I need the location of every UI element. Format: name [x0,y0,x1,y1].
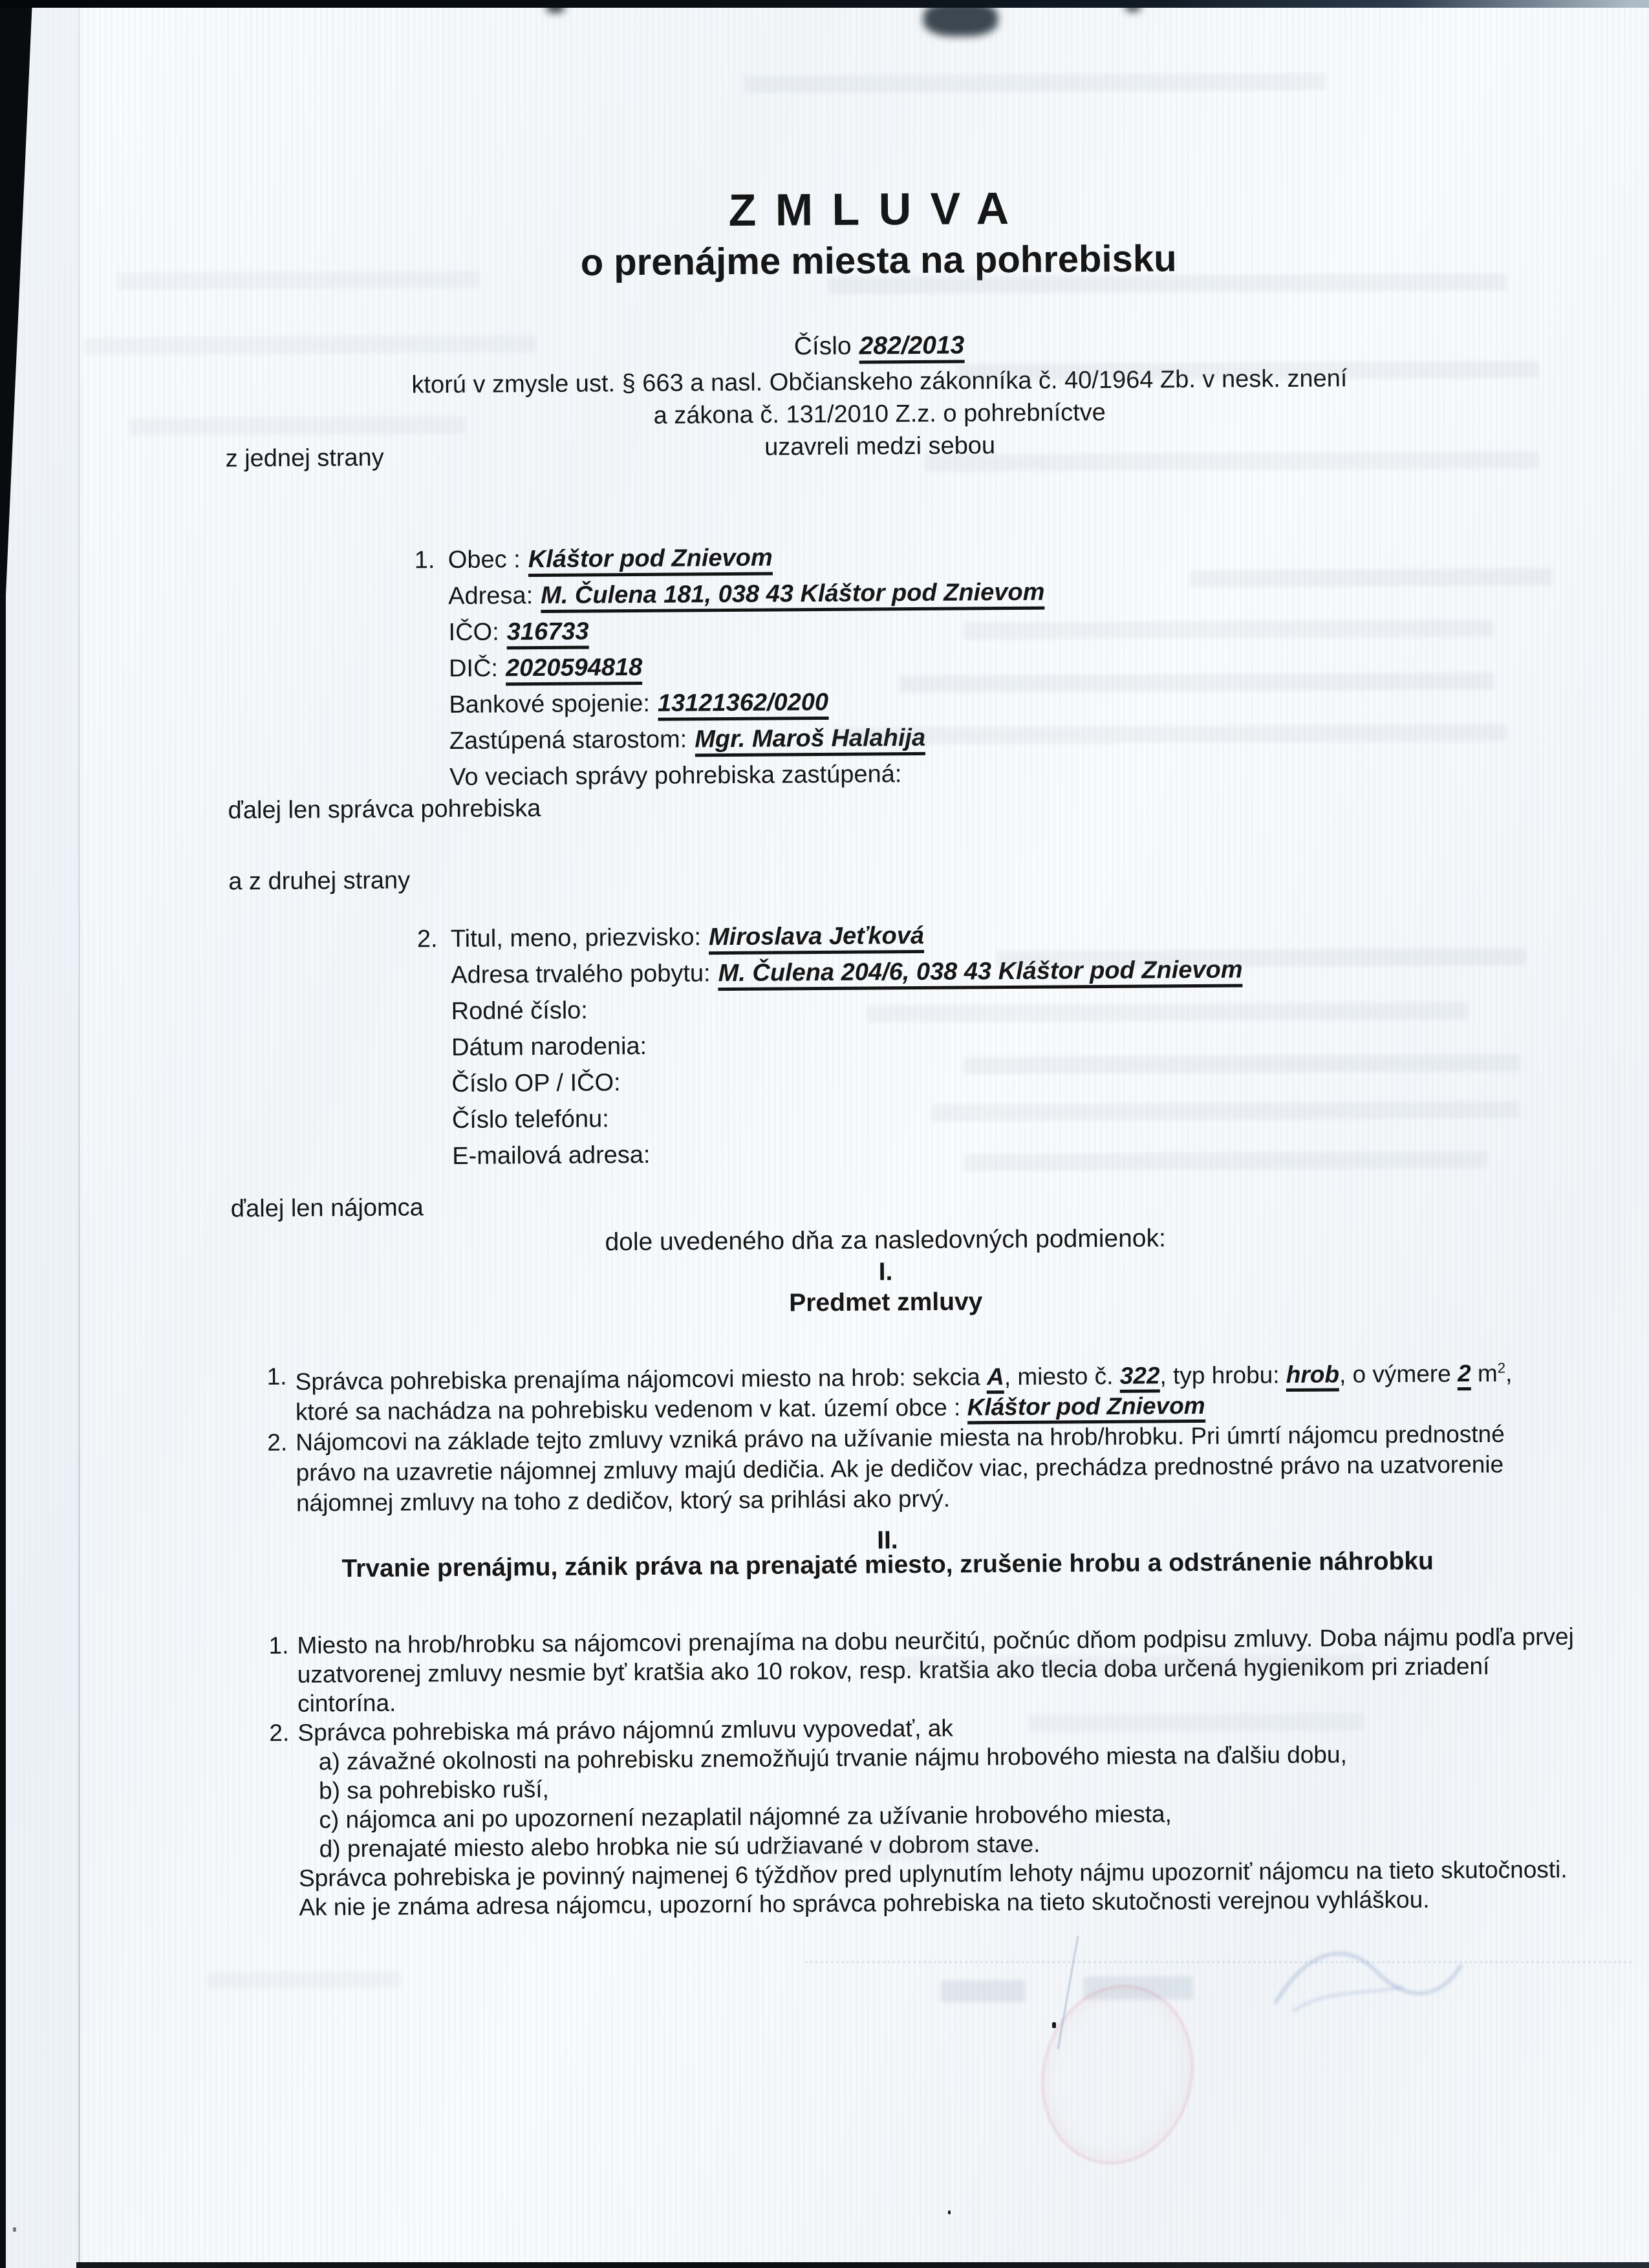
field-value: 2020594818 [506,654,643,686]
bleed-through-text-band [925,451,1539,472]
item-number: 2. [269,1719,290,1747]
bleed-through-text-band [834,724,1507,744]
bleed-through-text-band [84,335,537,355]
item-text: Správca pohrebiska má právo nájomnú zmluvu vypovedať, ak [297,1714,953,1746]
preamble-line: a zákona č. 131/2010 Z.z. o pohrebníctve [653,398,1106,429]
bleed-through-text-band [899,1654,1364,1674]
side1-note: z jednej strany [225,444,384,473]
field-value: 316733 [507,618,589,650]
party1-head [414,538,1045,578]
bleed-through-text-band [941,1980,1025,2003]
party1-name-value: Kláštor pod Znievom [528,545,773,578]
field-value: 13121362/0200 [658,689,829,721]
scanner-edge-top [0,0,1649,8]
ink-speck [948,2210,951,2214]
item-text: Správca pohrebiska prenajíma nájomcovi miesto na hrob: sekcia [295,1363,987,1396]
section2-item2 [269,1709,1577,1922]
item-text: , miesto č. [1004,1363,1120,1390]
grave-section-value: A [987,1363,1004,1394]
section1-body [266,1352,1558,1518]
field-label: Adresa: [448,582,534,610]
section1-heading: Predmet zmluvy [789,1288,983,1317]
grave-type-value: hrob [1286,1361,1340,1392]
termination-condition-d: d) prenajaté miesto alebo hrobka nie sú udržiavané v dobrom stave. [319,1830,1040,1863]
bleed-through-text-band [957,361,1539,382]
section1-numeral: I. [878,1258,893,1286]
section2-heading: Trvanie prenájmu, zánik práva na prenajaté miesto, zrušenie hrobu a odstránenie náhrobku [341,1547,1434,1583]
party2-name-label: Titul, meno, priezvisko: [450,923,702,953]
section2-item2-closing: Správca pohrebiska je povinný najmenej 6 týždňov pred uplynutím lehoty nájmu upozorniť nájomcu na tieto skutočnosti. Ak nie je známa adresa nájomcu, upozorní ho správca pohrebiska na tieto skutočnosti verejnou vyhláškou. [298,1856,1568,1921]
party1-alias: ďalej len správca pohrebiska [228,795,541,825]
handwriting-bleed [1267,1927,1487,2024]
preamble-line: ktorú v zmysle ust. § 663 a nasl. Občianskeho zákonníka č. 40/1964 Zb. v nesk. znení [411,365,1348,399]
section1-item1 [266,1352,1557,1427]
bleed-through-text-band [964,1054,1520,1075]
bleed-through-text-band [964,620,1494,640]
item-text: , typ hrobu: [1159,1361,1286,1389]
field-label: Adresa trvalého pobytu: [451,960,711,989]
bleed-through-text-band [899,673,1494,693]
party1-field-row [449,755,1046,795]
party1-field-row [448,610,1045,651]
signature-dotted-line-bleed [805,1961,1633,1963]
contract-number-label: Číslo [793,332,852,361]
preamble-close: dole uvedeného dňa za nasledovných podmienok: [605,1224,1166,1257]
termination-condition-c: c) nájomca ani po upozornení nezaplatil nájomné za užívanie hrobového miesta, [319,1800,1172,1833]
bleed-through-text-band [763,1842,1035,1861]
item-text: , o výmere [1339,1360,1458,1388]
cadastral-municipality-value: Kláštor pod Znievom [967,1392,1205,1425]
bleed-through-text-band [996,948,1526,968]
document-subtitle: o prenájme miesta na pohrebisku [580,237,1177,284]
bleed-through-text-band [867,1002,1468,1023]
item-number: 1. [266,1363,287,1390]
party2-number: 2. [416,925,438,953]
preamble-line: uzavreli medzi sebou [764,432,996,461]
field-label: DIČ: [448,654,499,683]
bleed-through-text-band [207,1971,401,1989]
field-label: Vo veciach správy pohrebiska zastúpená: [449,761,902,792]
ink-speck [1052,2022,1056,2028]
field-value: Mgr. Maroš Halahija [695,724,925,757]
party2-alias: ďalej len nájomca [230,1194,424,1223]
termination-condition-b: b) sa pohrebisko ruší, [318,1776,550,1804]
bleed-through-text-band [744,73,1326,94]
party1-number: 1. [414,546,435,574]
field-label: Zastúpená starostom: [449,726,687,755]
item-text: Nájomcovi na základe tejto zmluvy vzniká právo na užívanie miesta na hrob/hrobku. Pri úmrtí nájomcu prednostné právo na uzavretie nájomnej zmluvy majú dedičia. Ak je dedičov viac, prechádza prednostné právo na uzatvorenie nájomnej zmluvy na toho z dedičov, ktorý sa prihlási ako prvý. [296,1420,1505,1517]
section2-numeral: II. [876,1526,898,1555]
termination-condition-a: a) závažné okolnosti na pohrebisku znemožňujú trvanie nájmu hrobového miesta na ďalšiu dobu, [318,1741,1347,1775]
bleed-through-text-band [129,416,466,436]
party2-name-value: Miroslava Jeťková [709,922,924,955]
item-text: , ktoré sa nachádza na pohrebisku vedenom v kat. území obce : [295,1359,1513,1426]
paper-fold-line [78,0,80,2268]
field-value: M. Čulena 204/6, 038 43 Kláštor pod Znievom [718,956,1242,991]
item-number: 2. [267,1429,288,1456]
bleed-through-text-band [1190,568,1552,588]
scanner-edge-bottom [76,2262,1649,2268]
side2-note: a z druhej strany [228,867,411,896]
field-label: IČO: [448,618,499,647]
item-text: m [1471,1360,1498,1387]
party1-block [415,538,1046,796]
field-label: Bankové spojenie: [449,689,651,719]
party1-name-label: Obec : [447,546,521,574]
superscript-2: 2 [1497,1359,1506,1376]
field-label: Číslo OP / IČO: [451,1069,621,1098]
contract-number-value: 282/2013 [859,331,964,363]
section1-item2 [267,1418,1558,1518]
grave-place-number-value: 322 [1120,1363,1160,1393]
item-text: Miesto na hrob/hrobku sa nájomcovi prenajíma na dobu neurčitú, počnúc dňom podpisu zmluvy. Doba nájmu podľa prvej uzatvorenej zmluvy nesmie byť kratšia ako 10 rokov, resp. kratšia ako tlecia doba určená hygienikom pri zriadení cintorína. [297,1623,1574,1717]
document-title: ZMLUVA [728,182,1028,236]
party1-field-row [448,574,1045,614]
item-number: 1. [268,1632,289,1659]
bleed-through-text-band [116,271,479,290]
field-value: M. Čulena 181, 038 43 Kláštor pod Znievom [541,579,1045,613]
bleed-through-text-band [1028,1713,1364,1733]
field-label: Číslo telefónu: [451,1105,609,1134]
grave-area-value: 2 [1458,1360,1471,1390]
bleed-through-text-band [931,1101,1520,1122]
field-label: Rodné číslo: [451,997,588,1026]
bleed-through-text-band [828,273,1507,294]
bleed-through-text-band [964,1151,1487,1171]
field-label: E-mailová adresa: [452,1141,651,1171]
field-label: Dátum narodenia: [451,1032,647,1062]
